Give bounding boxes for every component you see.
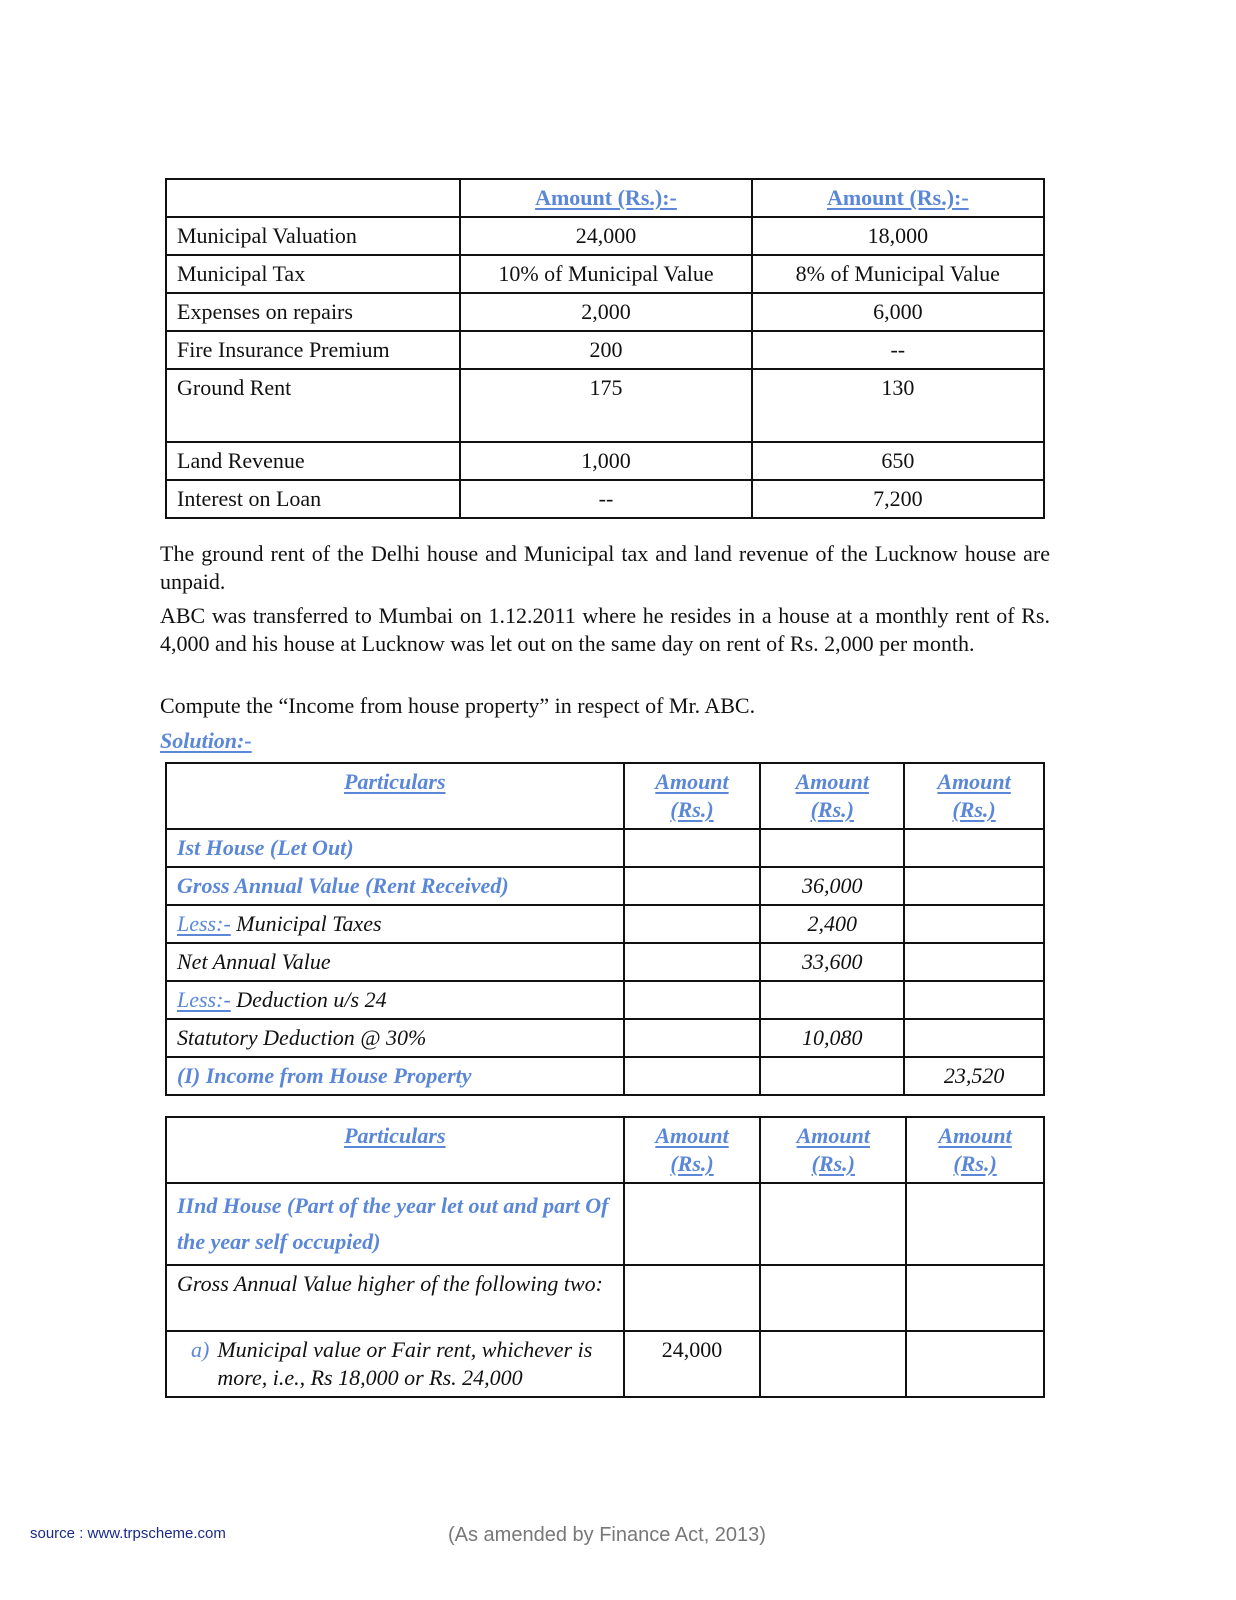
amount-b (760, 1265, 906, 1331)
header-amount-1: Amount (Rs.):- (460, 179, 751, 217)
row-label: (I) Income from House Property (166, 1057, 624, 1095)
header-amount-line2: (Rs.) (810, 797, 854, 822)
table-row (166, 1057, 1044, 1095)
table-header-row (166, 763, 1044, 829)
amount-c (904, 867, 1044, 905)
row-value-1: 1,000 (460, 442, 751, 480)
row-label: Expenses on repairs (166, 293, 460, 331)
header-amount (624, 763, 761, 829)
row-label: Interest on Loan (166, 480, 460, 518)
amount-b (760, 1057, 904, 1095)
table-row (166, 943, 1044, 981)
header-amount-line1: Amount (937, 769, 1011, 794)
row-value-2: 8% of Municipal Value (752, 255, 1044, 293)
row-value-1: -- (460, 480, 751, 518)
amount-b: 2,400 (760, 905, 904, 943)
list-marker: a) (191, 1337, 210, 1362)
amount-a (624, 981, 761, 1019)
row-label-text: Municipal Taxes (230, 911, 382, 936)
amount-c (904, 1019, 1044, 1057)
header-particulars: Particulars (166, 763, 624, 829)
row-label: IInd House (Part of the year let out and part Of the year self occupied) (166, 1183, 624, 1265)
amount-a (624, 1183, 761, 1265)
table-row (166, 867, 1044, 905)
amount-c (906, 1183, 1044, 1265)
row-value-2: 7,200 (752, 480, 1044, 518)
table-header-row (166, 179, 1044, 217)
header-amount (904, 763, 1044, 829)
footer-note: (As amended by Finance Act, 2013) (448, 1524, 766, 1546)
row-value-1: 175 (460, 369, 751, 442)
amount-b (760, 1183, 906, 1265)
row-label: Statutory Deduction @ 30% (166, 1019, 624, 1057)
header-amount-line2: (Rs.) (811, 1151, 855, 1176)
table-row (166, 480, 1044, 518)
row-value-2: 130 (752, 369, 1044, 442)
amount-a (624, 1265, 761, 1331)
footer-source-link[interactable]: source : www.trpscheme.com (30, 1525, 226, 1542)
header-amount (624, 1117, 761, 1183)
solution-table-second-house (165, 1116, 1045, 1398)
amount-c (906, 1265, 1044, 1331)
table-row (166, 293, 1044, 331)
header-amount-line1: Amount (795, 769, 869, 794)
row-label: Municipal Valuation (166, 217, 460, 255)
amount-a: 24,000 (624, 1331, 761, 1397)
table-row (166, 1019, 1044, 1057)
amount-a (624, 943, 761, 981)
amount-b (760, 1331, 906, 1397)
solution-heading: Solution:- (160, 728, 252, 753)
header-blank (166, 179, 460, 217)
row-label-text: Deduction u/s 24 (230, 987, 387, 1012)
property-details-table (165, 178, 1045, 519)
row-label: Gross Annual Value (Rent Received) (166, 867, 624, 905)
less-prefix: Less:- (177, 987, 231, 1012)
row-label-text: Municipal value or Fair rent, whichever is more, i.e., Rs 18,000 or Rs. 24,000 (217, 1337, 593, 1390)
row-value-2: -- (752, 331, 1044, 369)
amount-c (904, 829, 1044, 867)
amount-c (904, 943, 1044, 981)
header-amount-line2: (Rs.) (670, 1151, 714, 1176)
amount-c (906, 1331, 1044, 1397)
amount-a (624, 1019, 761, 1057)
amount-a (624, 867, 761, 905)
row-label: Ist House (Let Out) (166, 829, 624, 867)
amount-c (904, 905, 1044, 943)
table-header-row (166, 1117, 1044, 1183)
row-value-1: 10% of Municipal Value (460, 255, 751, 293)
amount-a (624, 1057, 761, 1095)
header-amount-line1: Amount (655, 769, 729, 794)
amount-b (760, 829, 904, 867)
paragraph-unpaid: The ground rent of the Delhi house and Municipal tax and land revenue of the Lucknow house are unpaid. (160, 541, 1050, 594)
amount-b: 36,000 (760, 867, 904, 905)
row-label: Fire Insurance Premium (166, 331, 460, 369)
amount-a (624, 829, 761, 867)
amount-b (760, 981, 904, 1019)
less-prefix: Less:- (177, 911, 231, 936)
row-value-1: 200 (460, 331, 751, 369)
amount-a (624, 905, 761, 943)
table-row (166, 1183, 1044, 1265)
paragraph-transfer: ABC was transferred to Mumbai on 1.12.2011 where he resides in a house at a monthly rent of Rs. 4,000 and his house at Lucknow was let out on the same day on rent of Rs. 2,000 per month. (160, 603, 1050, 656)
row-label: Gross Annual Value higher of the following two: (166, 1265, 624, 1331)
table-row (166, 331, 1044, 369)
header-amount-line2: (Rs.) (952, 797, 996, 822)
header-amount (760, 763, 904, 829)
table-row (166, 255, 1044, 293)
amount-c: 23,520 (904, 1057, 1044, 1095)
header-amount (760, 1117, 906, 1183)
row-label: Ground Rent (166, 369, 460, 442)
row-value-2: 650 (752, 442, 1044, 480)
header-amount-line1: Amount (938, 1123, 1012, 1148)
row-label (166, 905, 624, 943)
row-label: Land Revenue (166, 442, 460, 480)
table-row (166, 829, 1044, 867)
header-amount-line2: (Rs.) (670, 797, 714, 822)
row-value-1: 24,000 (460, 217, 751, 255)
amount-b: 10,080 (760, 1019, 904, 1057)
row-value-1: 2,000 (460, 293, 751, 331)
header-amount-line2: (Rs.) (953, 1151, 997, 1176)
header-amount-line1: Amount (796, 1123, 870, 1148)
table-row (166, 1265, 1044, 1331)
table-row (166, 442, 1044, 480)
table-row (166, 369, 1044, 442)
amount-c (904, 981, 1044, 1019)
table-row (166, 217, 1044, 255)
table-row (166, 1331, 1044, 1397)
header-amount-line1: Amount (655, 1123, 729, 1148)
row-label: Municipal Tax (166, 255, 460, 293)
row-label: Net Annual Value (166, 943, 624, 981)
header-amount-2: Amount (Rs.):- (752, 179, 1044, 217)
amount-b: 33,600 (760, 943, 904, 981)
table-row (166, 905, 1044, 943)
row-label (166, 981, 624, 1019)
row-label (166, 1331, 624, 1397)
header-particulars: Particulars (166, 1117, 624, 1183)
header-amount (906, 1117, 1044, 1183)
row-value-2: 6,000 (752, 293, 1044, 331)
row-value-2: 18,000 (752, 217, 1044, 255)
paragraph-question: Compute the “Income from house property” in respect of Mr. ABC. (160, 693, 756, 718)
table-row (166, 981, 1044, 1019)
solution-table-first-house (165, 762, 1045, 1096)
